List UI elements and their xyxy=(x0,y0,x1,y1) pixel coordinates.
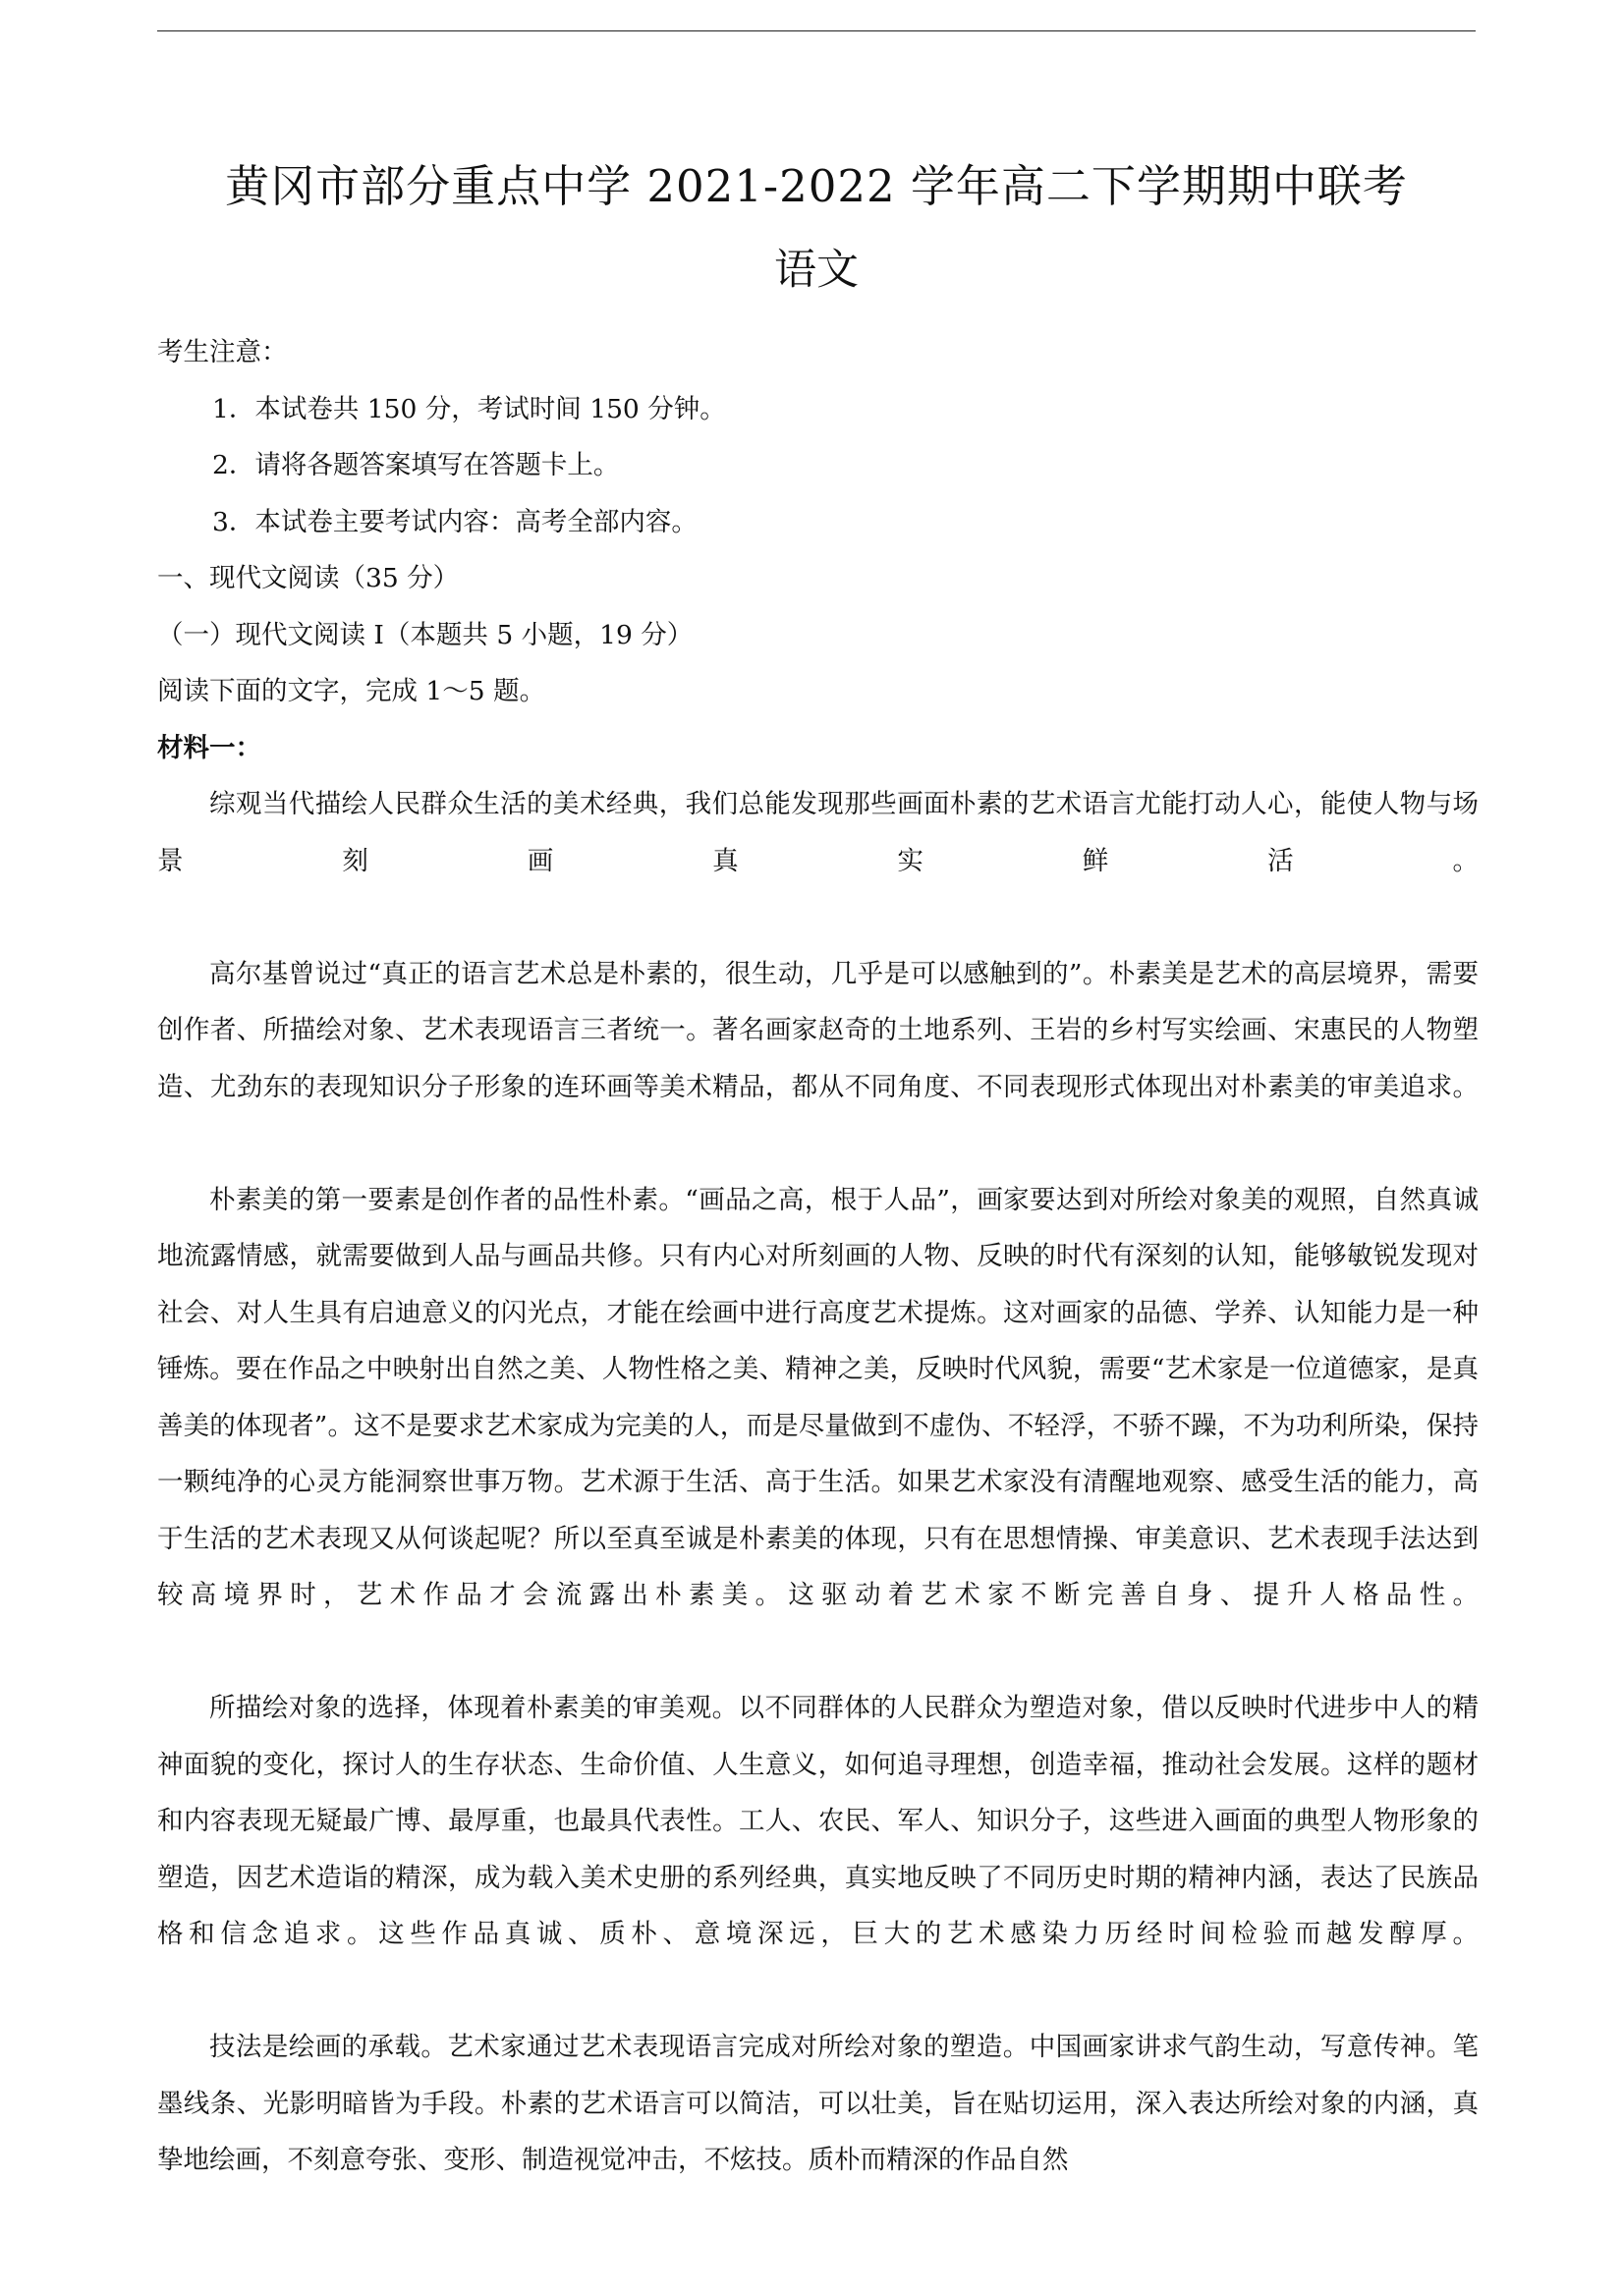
section-instruction: 阅读下面的文字，完成 1～5 题。 xyxy=(157,676,546,706)
notice-item: 1．本试卷共 150 分，考试时间 150 分钟。 xyxy=(212,393,726,424)
exam-body xyxy=(157,324,1479,2189)
material-paragraph: 高尔基曾说过“真正的语言艺术总是朴素的，很生动，几乎是可以感触到的”。朴素美是艺术的高层境界，需要创作者、所描绘对象、艺术表现语言三者统一。著名画家赵奇的土地系列、王岩的乡村写实绘画、宋惠民的人物塑造、尤劲东的表现知识分子形象的连环画等美术精品，都从不同角度、不同表现形式体现出对朴素美的审美追求。 xyxy=(157,958,1479,1102)
section-heading: 一、现代文阅读（35 分） xyxy=(157,563,460,593)
material-label: 材料一： xyxy=(157,732,261,763)
material-paragraph: 所描绘对象的选择，体现着朴素美的审美观。以不同群体的人民群众为塑造对象，借以反映时代进步中人的精神面貌的变化，探讨人的生存状态、生命价值、人生意义，如何追寻理想，创造幸福，推动社会发展。这样的题材和内容表现无疑最广博、最厚重，也最具代表性。工人、农民、军人、知识分子，这些进入画面的典型人物形象的塑造，因艺术造诣的精深，成为载入美术史册的系列经典，真实地反映了不同历史时期的精神内涵，表达了民族品格和信念追求。这些作品真诚、质朴、意境深远，巨大的艺术感染力历经时间检验而越发醇厚。 xyxy=(157,1693,1479,1949)
material-paragraph: 朴素美的第一要素是创作者的品性朴素。“画品之高，根于人品”，画家要达到对所绘对象美的观照，自然真诚地流露情感，就需要做到人品与画品共修。只有内心对所刻画的人物、反映的时代有深刻的认知，能够敏锐发现对社会、对人生具有启迪意义的闪光点，才能在绘画中进行高度艺术提炼。这对画家的品德、学养、认知能力是一种锤炼。要在作品之中映射出自然之美、人物性格之美、精神之美，反映时代风貌，需要“艺术家是一位道德家，是真善美的体现者”。这不是要求艺术家成为完美的人，而是尽量做到不虚伪、不轻浮，不骄不躁，不为功利所染，保持一颗纯净的心灵方能洞察世事万物。艺术源于生活、高于生活。如果艺术家没有清醒地观察、感受生活的能力，高于生活的艺术表现又从何谈起呢？所以至真至诚是朴素美的体现，只有在思想情操、审美意识、艺术表现手法达到较高境界时，艺术作品才会流露出朴素美。这驱动着艺术家不断完善自身、提升人格品性。 xyxy=(157,1184,1479,1610)
notice-item: 3．本试卷主要考试内容：高考全部内容。 xyxy=(212,506,698,537)
exam-title: 黄冈市部分重点中学 2021-2022 学年高二下学期期中联考 xyxy=(225,160,1408,212)
section-subheading: （一）现代文阅读 I（本题共 5 小题，19 分） xyxy=(157,619,694,650)
notice-item: 2．请将各题答案填写在答题卡上。 xyxy=(212,450,620,480)
material-paragraph: 技法是绘画的承载。艺术家通过艺术表现语言完成对所绘对象的塑造。中国画家讲求气韵生动，写意传神。笔墨线条、光影明暗皆为手段。朴素的艺术语言可以简洁，可以壮美，旨在贴切运用，深入表达所绘对象的内涵，真挚地绘画，不刻意夸张、变形、制造视觉冲击，不炫技。质朴而精深的作品自然 xyxy=(157,2032,1479,2175)
header-rule xyxy=(157,30,1476,31)
notice-heading: 考生注意： xyxy=(157,337,288,367)
material-paragraph: 综观当代描绘人民群众生活的美术经典，我们总能发现那些画面朴素的艺术语言尤能打动人心，能使人物与场景刻画真实鲜活。 xyxy=(157,789,1479,876)
exam-subject: 语文 xyxy=(774,246,859,295)
